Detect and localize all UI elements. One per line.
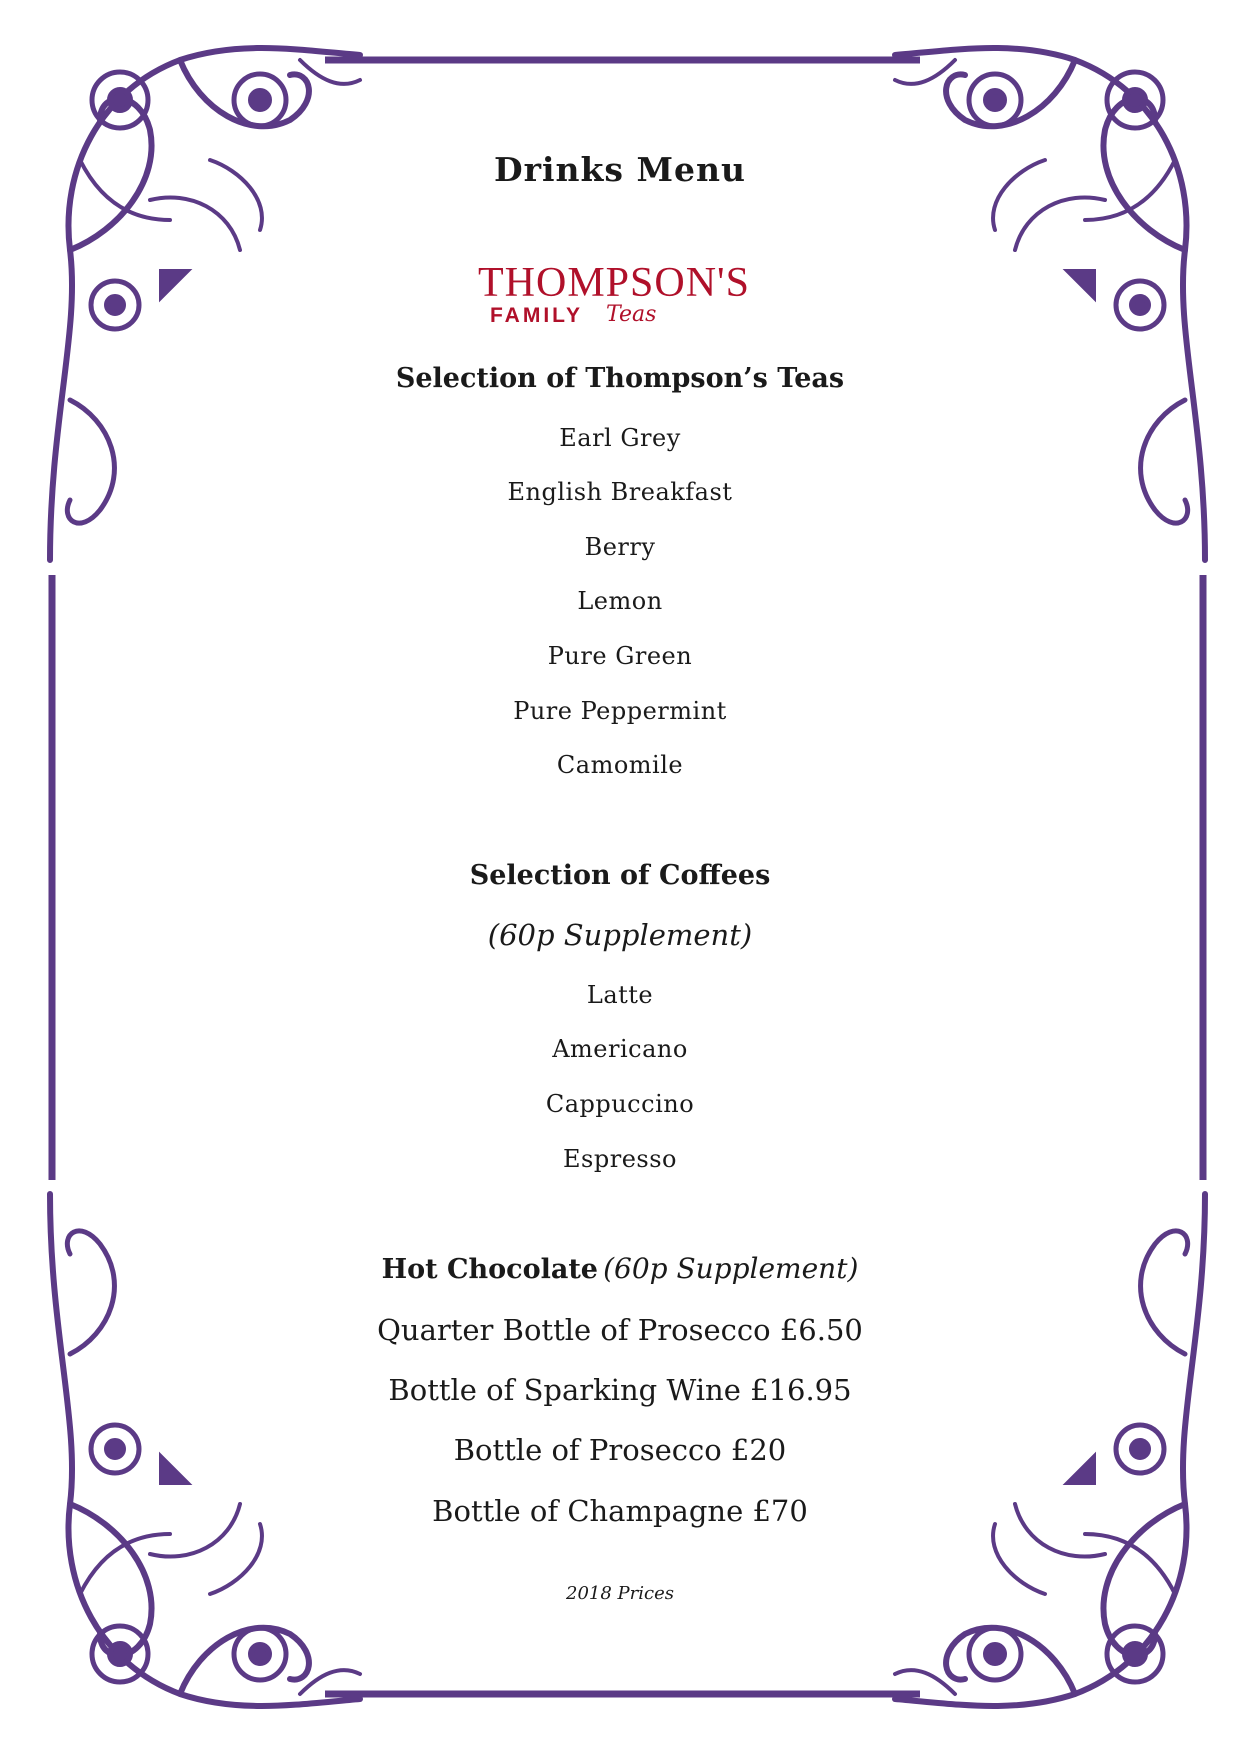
tea-item: Pure Peppermint (513, 697, 727, 725)
wine-item: Bottle of Prosecco £20 (453, 1433, 787, 1467)
wine-item: Bottle of Sparking Wine £16.95 (388, 1373, 852, 1407)
tea-item: Berry (584, 533, 656, 561)
coffees-supplement: (60p Supplement) (487, 918, 753, 952)
hot-chocolate-label: Hot Chocolate (381, 1254, 598, 1285)
coffee-item: Latte (586, 981, 654, 1009)
wine-item: Quarter Bottle of Prosecco £6.50 (377, 1313, 863, 1347)
logo-sub-text: FAMILY (490, 304, 584, 327)
thompsons-logo (478, 262, 778, 332)
hot-chocolate-line (0, 1252, 1240, 1285)
page-title: Drinks Menu (494, 150, 746, 189)
coffees-heading: Selection of Coffees (469, 860, 771, 891)
teas-heading: Selection of Thompson’s Teas (395, 363, 845, 394)
prices-note: 2018 Prices (566, 1583, 674, 1604)
coffee-item: Americano (552, 1035, 688, 1063)
tea-item: Lemon (577, 587, 663, 615)
tea-item: Earl Grey (559, 424, 681, 452)
tea-item: Camomile (556, 751, 684, 779)
hot-chocolate-supplement: (60p Supplement) (603, 1252, 859, 1285)
tea-item: English Breakfast (507, 478, 733, 506)
coffee-item: Cappuccino (545, 1090, 695, 1118)
tea-item: Pure Green (547, 642, 693, 670)
wine-item: Bottle of Champagne £70 (432, 1494, 808, 1528)
logo-script-text: Teas (606, 302, 657, 327)
logo-main-text: THOMPSON'S (478, 260, 750, 306)
coffee-item: Espresso (563, 1145, 677, 1173)
